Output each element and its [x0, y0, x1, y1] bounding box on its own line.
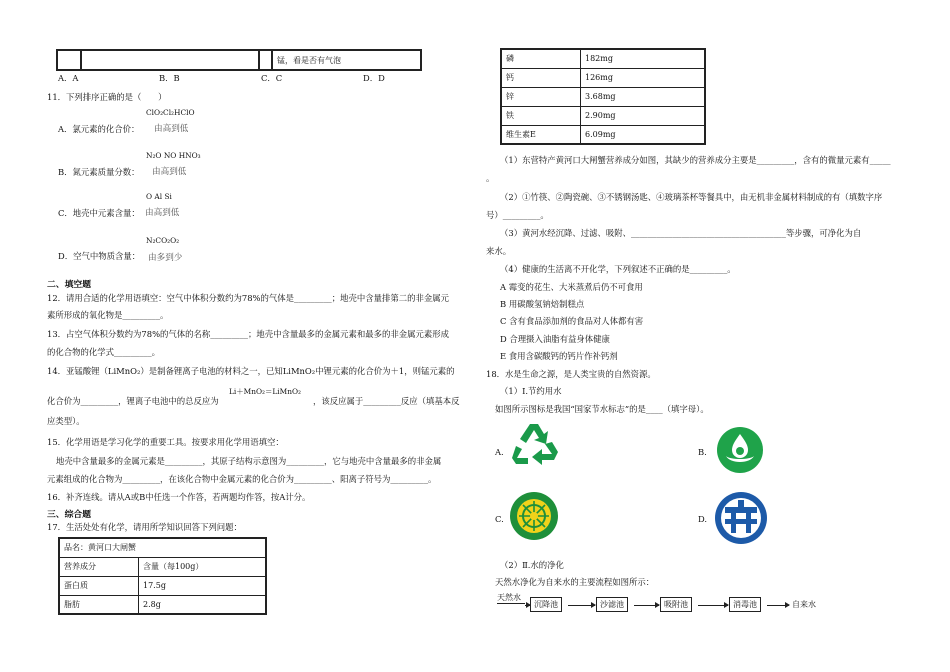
q11-option-d-formula: N₂CO₂O₂: [146, 236, 180, 245]
table-cell: 182mg: [581, 49, 706, 68]
q11-option-c-order: 由高到低: [145, 208, 180, 218]
icon-label-d: D.: [698, 514, 708, 524]
q17-3-line2: 来水。: [486, 246, 512, 256]
icon-label-a: A.: [495, 447, 504, 457]
q14-line2b: ，该反应属于_________反应（填基本反: [313, 396, 460, 406]
q18-1-text: 如图所示图标是我国“国家节水标志”的是____（填字母）。: [495, 404, 709, 414]
q17-4-option-b: B 用碳酸氢钠焙制糕点: [500, 299, 585, 309]
table-cell: [81, 50, 259, 70]
q17-4-option-e: E 食用含碳酸钙的钙片作补钙剂: [500, 351, 618, 361]
table-cell: 锰，看是否有气泡: [272, 50, 421, 70]
certification-icon: [509, 491, 559, 541]
table-cell: 蛋白质: [59, 576, 139, 595]
q11-option-a-formula: ClO₂Cl₂HClO: [146, 108, 195, 117]
table-cell: 126mg: [581, 68, 706, 87]
q11-option-b-label: B．氮元素质量分数：: [58, 167, 140, 177]
q11-option-d-label: D．空气中物质含量：: [58, 251, 141, 261]
flow-step-adsorption: 吸附池: [660, 597, 692, 612]
q15-line1: 15．化学用语是学习化学的重要工具。按要求用化学用语填空：: [47, 437, 284, 447]
q17-1-line1: （1）东营特产黄河口大闸蟹营养成分如图，其缺少的营养成分主要是_________，含有的微量元素有_____: [500, 155, 891, 165]
q14-line3: 应类型）。: [47, 416, 85, 426]
recycle-icon: [508, 420, 566, 470]
q14-line2a: 化合价为_________，锂离子电池中的总反应为: [47, 396, 219, 406]
q11-option-a-order: 由高到低: [154, 124, 189, 134]
option-a: A．A: [58, 73, 79, 83]
q17-2-line2: 号）_________。: [486, 210, 549, 220]
q18-stem: 18．水是生命之源，是人类宝贵的自然资源。: [486, 369, 656, 379]
table-cell: 2.90mg: [581, 106, 706, 125]
q18-2-text: 天然水净化为自来水的主要流程如图所示：: [495, 577, 655, 587]
table-cell: 维生素E: [501, 125, 581, 144]
q11-stem: 11．下列排序正确的是（ ）: [47, 92, 167, 102]
option-b: B．B: [159, 73, 180, 83]
table-header-cell: 含量（每100g）: [139, 557, 267, 576]
table-cell: 铁: [501, 106, 581, 125]
q17-stem: 17．生活处处有化学，请用所学知识回答下列问题：: [47, 522, 242, 532]
q11-option-c-label: C．地壳中元素含量：: [58, 208, 140, 218]
table-cell: 锌: [501, 87, 581, 106]
option-d: D．D: [363, 73, 385, 83]
q18-2-heading: （2）Ⅱ.水的净化: [500, 560, 564, 570]
q17-4-option-d: D 合理摄入油脂有益身体健康: [500, 334, 610, 344]
q17-1-line2: 。: [486, 173, 495, 183]
q12-line1: 12．请用合适的化学用语填空：空气中体积分数约为78%的气体是_________；地壳中含量排第二的非金属元: [47, 293, 449, 303]
q14-line1: 14．亚锰酸锂（LiMnO₂）是制备锂离子电池的材料之一，已知LiMnO₂中锂元素的化合价为＋1，则锰元素的: [47, 366, 455, 376]
table-cell: 脂肪: [59, 595, 139, 614]
flow-arrow: [568, 605, 595, 606]
table-cell: 3.68mg: [581, 87, 706, 106]
table-title-cell: 品名：黄河口大闸蟹: [59, 538, 266, 557]
flow-arrow: [634, 605, 659, 606]
table-cell: [57, 50, 81, 70]
flow-step-sand-filter: 沙滤池: [596, 597, 628, 612]
q11-option-d-order: 由多到少: [148, 253, 183, 263]
q15-line3: 元素组成的化合物为_________，在该化合物中金属元素的化合价为_________、阳离子符号为_________。: [47, 474, 437, 484]
section-heading-fill: 二、填空题: [47, 280, 91, 290]
icon-label-c: C.: [495, 514, 504, 524]
q10-partial-table: [56, 49, 422, 71]
table-cell: 钙: [501, 68, 581, 87]
q16-text: 16．补齐连线。请从A或B中任选一个作答，若两题均作答，按A计分。: [47, 492, 311, 502]
flow-step-disinfection: 消毒池: [729, 597, 761, 612]
q17-2-line1: （2）①竹筷、②陶瓷碗、③不锈钢汤匙、④玻璃茶杯等餐具中，由无机非金属材料制成的有（填数字序: [500, 192, 883, 202]
flow-start: 天然水: [497, 593, 521, 602]
flow-arrow: [767, 605, 789, 606]
option-c: C．C: [261, 73, 283, 83]
q17-4-option-a: A 霉变的花生、大米蒸煮后仍不可食用: [500, 282, 643, 292]
q18-1-heading: （1）Ⅰ.节约用水: [500, 386, 562, 396]
section-heading-comprehensive: 三、综合题: [47, 510, 91, 520]
q11-option-b-formula: N₂O NO HNO₃: [146, 151, 201, 160]
q11-option-c-formula: O Al Si: [146, 192, 172, 201]
crab-minerals-table: [500, 48, 706, 145]
table-cell: 17.5g: [139, 576, 267, 595]
q13-line2: 的化合物的化学式_________。: [47, 347, 161, 357]
q17-4-stem: （4）健康的生活离不开化学，下列叙述不正确的是_________。: [500, 264, 736, 274]
flow-underline: [497, 603, 525, 604]
flow-step-sedimentation: 沉降池: [530, 597, 562, 612]
flow-arrow: [698, 605, 728, 606]
table-cell: 磷: [501, 49, 581, 68]
q13-line1: 13．占空气体积分数约为78%的气体的名称_________；地壳中含量最多的金属元素和最多的非金属元素形成: [47, 329, 449, 339]
crab-nutrition-table: [58, 537, 267, 615]
table-cell: [259, 50, 272, 70]
q17-4-option-c: C 含有食品添加剂的食品对人体都有害: [500, 316, 644, 326]
q11-option-a-label: A．氯元素的化合价：: [58, 124, 140, 134]
blue-emblem-icon: [714, 491, 768, 545]
q11-option-b-order: 由高到低: [152, 167, 187, 177]
table-header-cell: 营养成分: [59, 557, 139, 576]
flow-end: 自来水: [792, 600, 816, 609]
q14-equation: Li＋MnO₂＝LiMnO₂: [229, 387, 302, 396]
water-saving-icon: [716, 426, 764, 474]
q15-line2: 地壳中含量最多的金属元素是_________，其原子结构示意图为_________，它与地壳中含量最多的非金属: [56, 456, 442, 466]
icon-label-b: B.: [698, 447, 707, 457]
table-cell: 6.09mg: [581, 125, 706, 144]
table-cell: 2.8g: [139, 595, 267, 614]
q17-3-line1: （3）黄河水经沉降、过滤、吸附、_____________________________________等步骤，可净化为自: [500, 228, 862, 238]
q12-line2: 素所形成的氧化物是_________。: [47, 310, 169, 320]
